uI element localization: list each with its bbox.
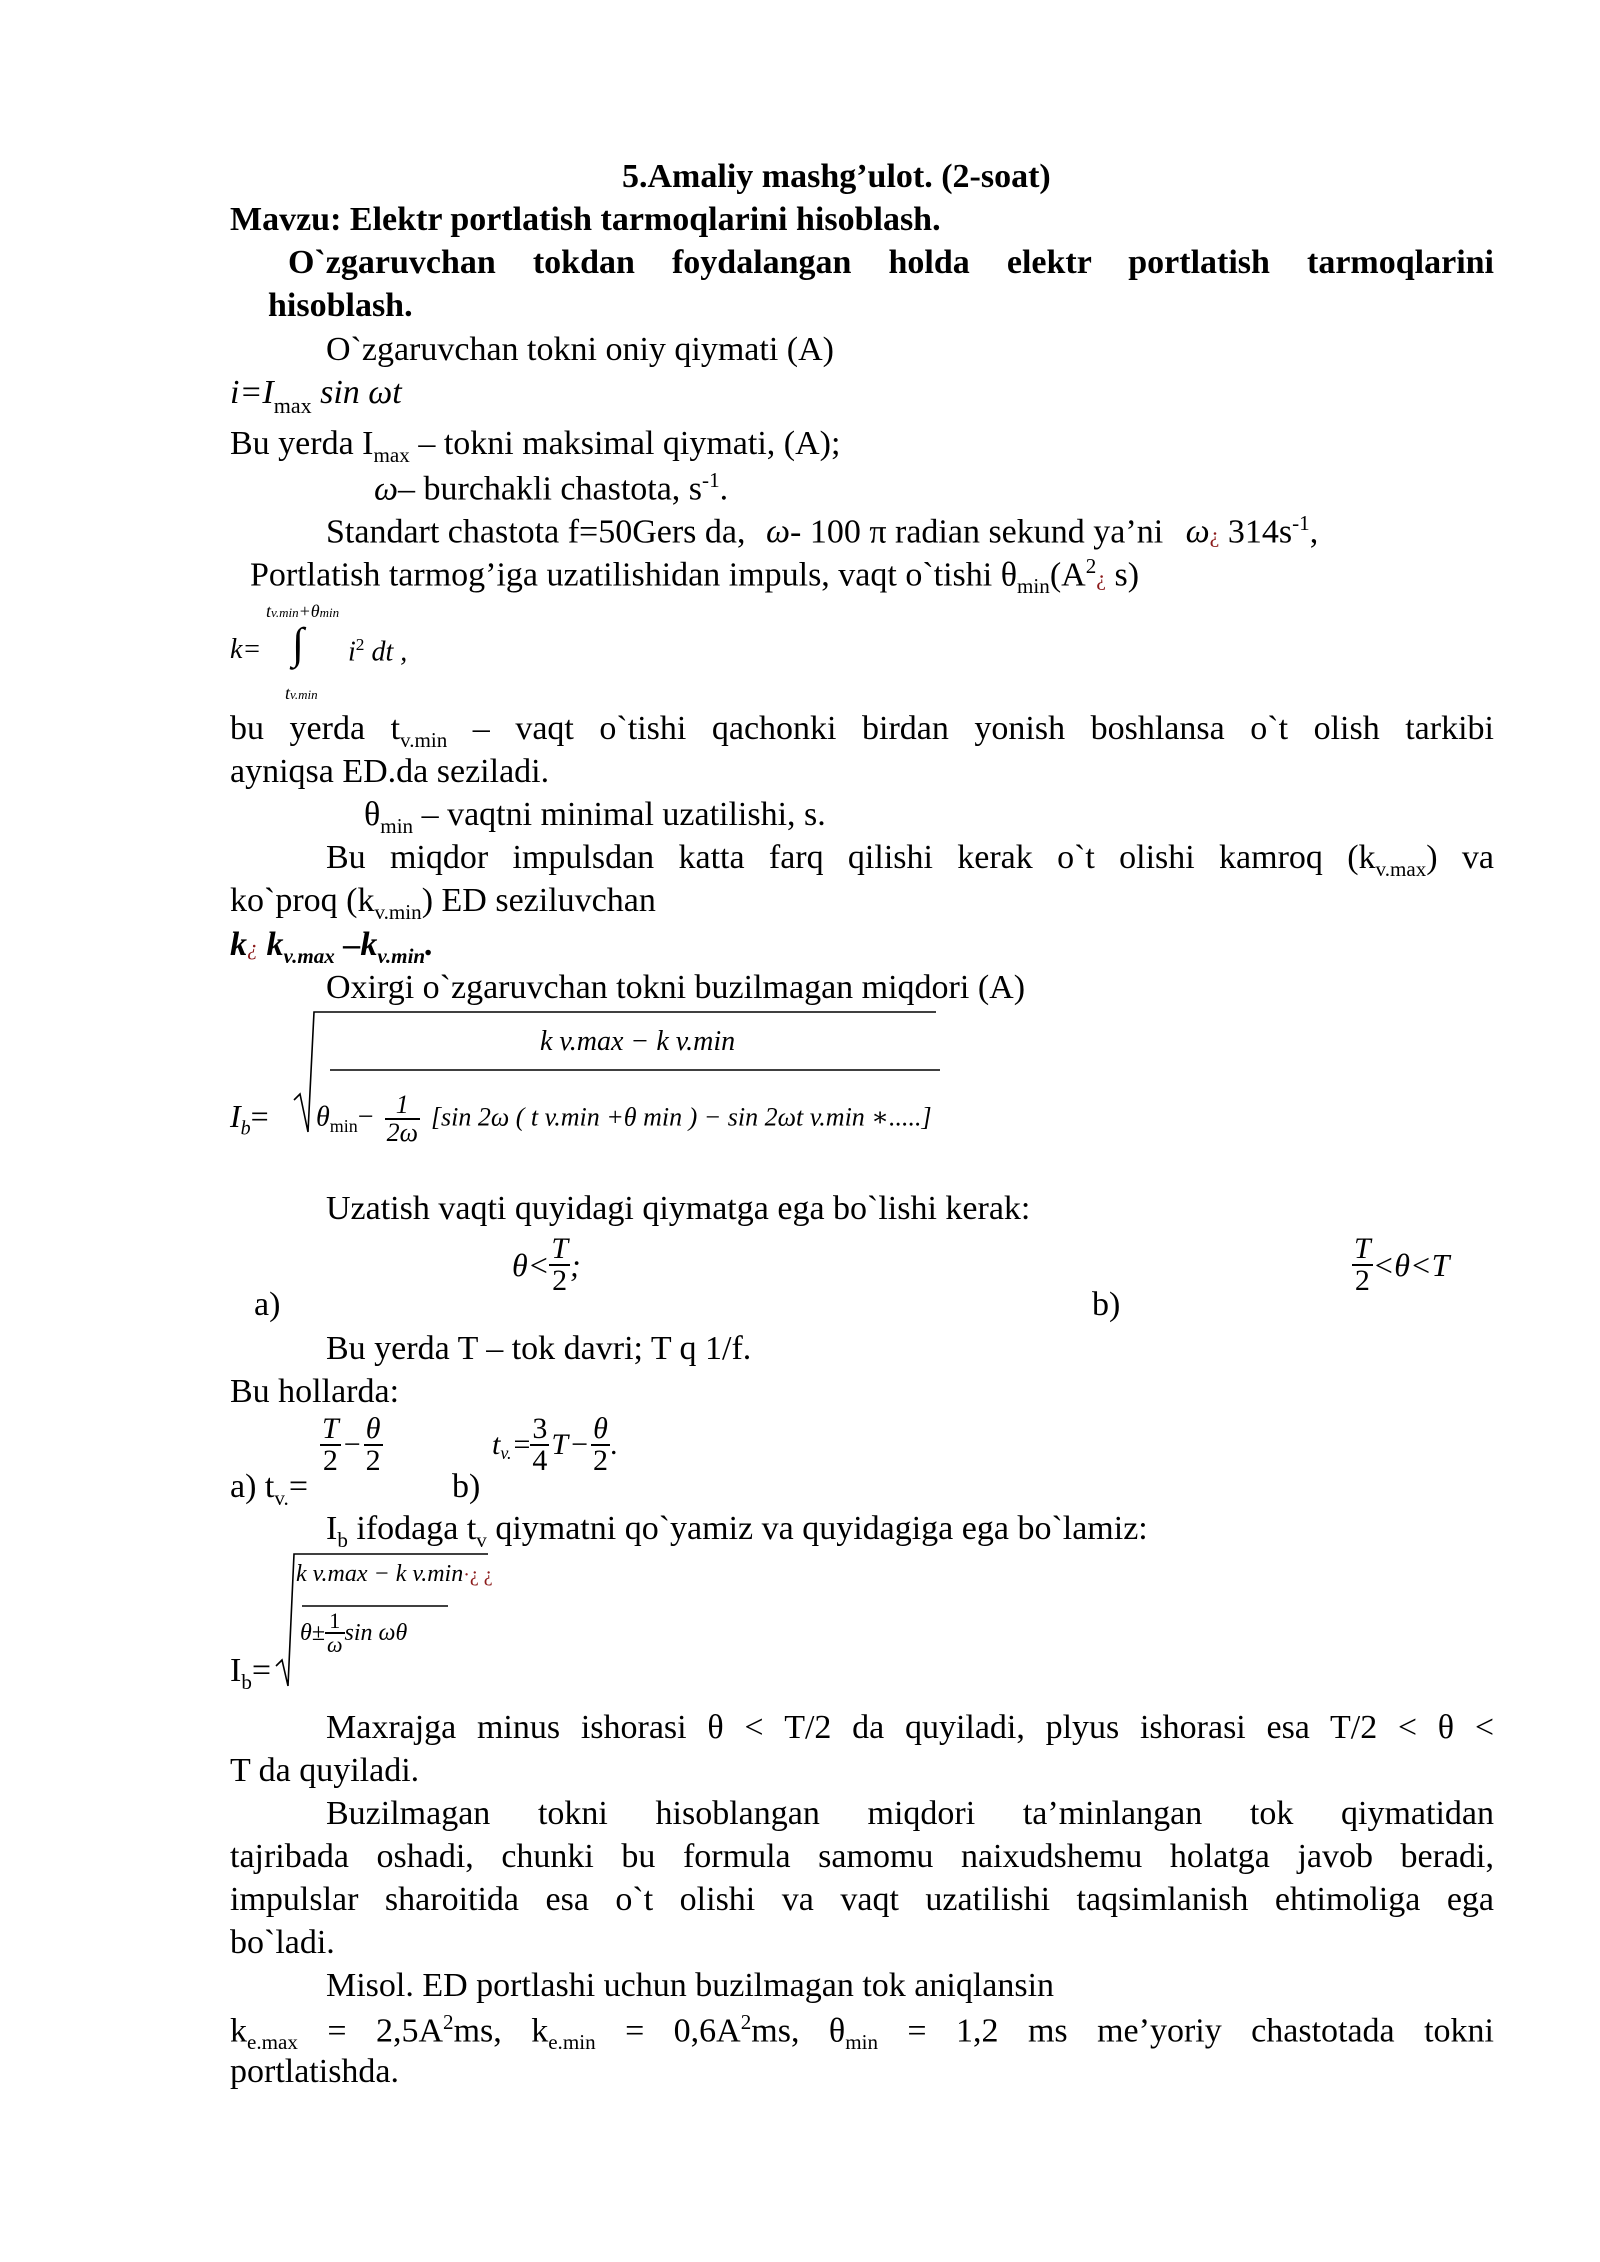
paragraph-tvmin-line2: ayniqsa ED.da seziladi. (230, 753, 550, 790)
paragraph-omega: ω– burchakli chastota, $s^{-1}$. (374, 468, 729, 508)
integral-body: $i^2$ dt , (348, 635, 408, 668)
paragraph-transfer-time: Uzatish vaqti quyidagi qiymatga ega bo`lishi kerak: (326, 1190, 1031, 1227)
ib-denominator: θ± $\frac{1}{\omega}$ sin ωθ (300, 1608, 408, 1657)
paragraph-impulse: Portlatish tarmog’iga uzatilishidan impuls, vaqt o`tishi $\theta_{min}(A^2¿$ s) (250, 554, 1140, 599)
paragraph-calculated-current-line1: Buzilmagan tokni hisoblangan miqdori ta’minlangan tok qiymatidan (326, 1795, 1494, 1832)
paragraph-calculated-current-line2: tajribada oshadi, chunki bu formula samomu naixudshemu holatga javob beradi, (230, 1838, 1494, 1875)
ib-lhs: $I_b=$ (230, 1652, 272, 1694)
paragraph-example-values-line2: portlatishda. (230, 2053, 400, 2090)
undistorted-numerator: k v.max − k v.min (540, 1026, 736, 1057)
integral-sign: ∫ (292, 619, 305, 668)
tv-case-a-label: a) $t_{v.}=$ (230, 1468, 308, 1510)
condition-a-formula: θ< $\frac{T}{2}$ ; (512, 1232, 581, 1297)
paragraph-theta-min: $\theta_{min}$ – vaqtni minimal uzatilishi, s. (364, 796, 826, 838)
tv-case-a-formula: $\frac{T}{2}$ − $\frac{\theta}{2}$ (322, 1412, 381, 1477)
paragraph-example: Misol. ED portlashi uchun buzilmagan tok aniqlansin (326, 1967, 1055, 2004)
undistorted-lhs: $I_b=$ (230, 1098, 269, 1140)
paragraph-standard-frequency: Standart chastota f=50Gers da, ω- 100 π radian sekund ya’ni ω¿ $314s^{-1}$, (326, 511, 1319, 551)
integral-lower-limit: tv.min (285, 683, 318, 703)
ib-numerator: k v.max − k v.min·¿ ¿ (296, 1561, 493, 1587)
tv-case-b-formula: $t_{v.}=$ $\frac{3}{4}$ T − $\frac{\theta}{2}$ . (492, 1412, 618, 1477)
integral-upper-limit: tv.min+θmin (266, 601, 340, 621)
paragraph-calculated-current-line4: bo`ladi. (230, 1924, 335, 1961)
formula-instant-current: $i=I_{max}$ sin ωt (230, 374, 402, 418)
topic: Mavzu: Elektr portlatish tarmoqlarini hisoblash. (230, 201, 941, 238)
paragraph-instant-current: O`zgaruvchan tokni oniy qiymati (A) (326, 331, 834, 368)
condition-a-label: a) (254, 1286, 281, 1323)
paragraph-impulse-difference-line2: ko`proq $(k_{v.min})$ ED seziluvchan (230, 882, 656, 924)
condition-b-label: b) (1092, 1286, 1121, 1323)
integral-lhs: k= (230, 634, 262, 665)
paragraph-substitution: $I_b$ ifodaga $t_v$ qiymatni qo`yamiz va quyidagiga ega bo`lamiz: (326, 1510, 1148, 1552)
paragraph-period: Bu yerda T – tok davri; T q 1/f. (326, 1330, 752, 1367)
undistorted-denominator: $\theta_{min}-$ $\frac{1}{2\omega}$ [sin 2ω ( t v.min +θ min ) − sin 2ωt v.min ∗.....] (316, 1090, 932, 1147)
page-title: 5.Amaliy mashg’ulot. (2-soat) (622, 158, 1051, 195)
paragraph-tvmin-line1: bu yerda $t_{v.min}$ – vaqt o`tishi qachonki birdan yonish boshlansa o`t olish tarkibi (230, 710, 1494, 752)
paragraph-example-values-line1: $k_{e.max} = 2,5A^2ms$, $k_{e.min} = 0,6A^2ms$, $\theta_{min} = 1,2$ ms me’yoriy chastotada tokni (230, 2010, 1494, 2055)
formula-k-difference: k¿ $k_{v.max}$ $-k_{v.min}$. (230, 926, 434, 968)
paragraph-imax: Bu yerda $I_{max}$ – tokni maksimal qiymati, (A); (230, 425, 841, 467)
paragraph-impulse-difference-line1: Bu miqdor impulsdan katta farq qilishi kerak o`t olishi kamroq $(k_{v.max})$ va (326, 839, 1494, 881)
paragraph-cases: Bu hollarda: (230, 1373, 400, 1410)
condition-b-formula: $\frac{T}{2}$ <θ<T (1354, 1232, 1450, 1297)
tv-case-b-label: b) (452, 1468, 481, 1505)
paragraph-calculated-current-line3: impulslar sharoitida esa o`t olishi va vaqt uzatilishi taqsimlanish ehtimoliga ega (230, 1881, 1494, 1918)
paragraph-undistorted-current: Oxirgi o`zgaruvchan tokni buzilmagan miqdori (A) (326, 969, 1026, 1006)
subtopic-line1: O`zgaruvchan tokdan foydalangan holda elektr portlatish tarmoqlarini (288, 244, 1494, 281)
subtopic-line2: hisoblash. (268, 287, 413, 324)
paragraph-sign-rule-line1: Maxrajga minus ishorasi θ < T/2 da quyiladi, plyus ishorasi esa T/2 < θ < (326, 1709, 1494, 1746)
paragraph-sign-rule-line2: T da quyiladi. (230, 1752, 420, 1789)
